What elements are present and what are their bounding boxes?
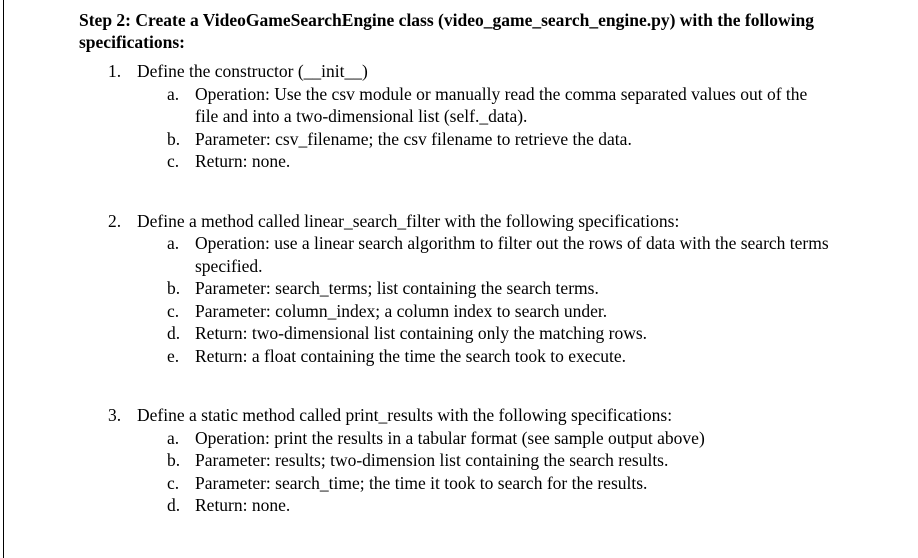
item-number: 3. <box>108 405 122 425</box>
sub-item <box>79 83 829 128</box>
numbered-item <box>79 60 899 83</box>
sub-item-letter: b. <box>167 278 181 298</box>
sub-item-letter: a. <box>167 83 180 104</box>
sub-item <box>79 345 829 368</box>
sub-item <box>79 494 829 517</box>
sub-item-letter: a. <box>167 427 180 448</box>
sub-item <box>79 472 829 495</box>
section-linear-search-filter <box>79 210 899 368</box>
sub-item-text: Parameter: column_index; a column index to search under. <box>195 300 608 321</box>
sub-item-letter: d. <box>167 323 181 343</box>
numbered-item <box>79 210 899 233</box>
sub-item-letter: d. <box>167 495 181 515</box>
section-constructor <box>79 60 899 173</box>
sub-item-text: Return: a float containing the time the search took to execute. <box>195 345 627 366</box>
sub-item-letter: b. <box>167 128 181 149</box>
sub-list <box>79 232 899 367</box>
numbered-item <box>79 404 899 427</box>
sub-item-text: Operation: use a linear search algorithm to filter out the rows of data with the search terms specified. <box>195 233 829 276</box>
sub-item-text: Parameter: results; two-dimension list containing the search results. <box>195 450 669 470</box>
sub-item-text: Operation: Use the csv module or manually read the comma separated values out of the file and into a two-dimensional list (self._data). <box>195 83 808 126</box>
item-number: 2. <box>108 210 122 231</box>
sub-item-letter: c. <box>167 300 180 321</box>
item-title: Define a method called linear_search_filter with the following specifications: <box>137 210 680 231</box>
sub-item <box>79 427 829 450</box>
sub-item-text: Parameter: search_time; the time it took to search for the results. <box>195 472 648 493</box>
sub-item <box>79 232 829 277</box>
section-print-results <box>79 404 899 517</box>
sub-item-text: Return: none. <box>195 495 291 515</box>
sub-item-text: Return: none. <box>195 151 291 171</box>
sub-item <box>79 277 829 300</box>
sub-item-letter: e. <box>167 345 180 366</box>
step-heading: Step 2: Create a VideoGameSearchEngine class (video_game_search_engine.py) with the following specifications: <box>79 10 814 52</box>
sub-item-letter: a. <box>167 233 180 253</box>
left-border-line <box>3 0 4 558</box>
sub-item-text: Return: two-dimensional list containing only the matching rows. <box>195 323 648 343</box>
sub-item-text: Parameter: csv_filename; the csv filename to retrieve the data. <box>195 128 632 149</box>
item-number: 1. <box>108 61 122 81</box>
sub-item-letter: c. <box>167 472 180 493</box>
item-title: Define the constructor (__init__) <box>137 61 368 81</box>
document-body <box>79 9 899 517</box>
sub-item <box>79 300 829 323</box>
sub-item <box>79 150 829 173</box>
sub-list <box>79 83 899 173</box>
sub-item-text: Parameter: search_terms; list containing the search terms. <box>195 278 599 298</box>
sub-item <box>79 449 829 472</box>
item-title: Define a static method called print_results with the following specifications: <box>137 405 673 425</box>
sub-item-letter: c. <box>167 151 180 171</box>
sub-item-letter: b. <box>167 450 181 470</box>
sub-list <box>79 427 899 517</box>
sub-item <box>79 128 829 151</box>
sub-item-text: Operation: print the results in a tabular format (see sample output above) <box>195 427 705 448</box>
sub-item <box>79 322 829 345</box>
